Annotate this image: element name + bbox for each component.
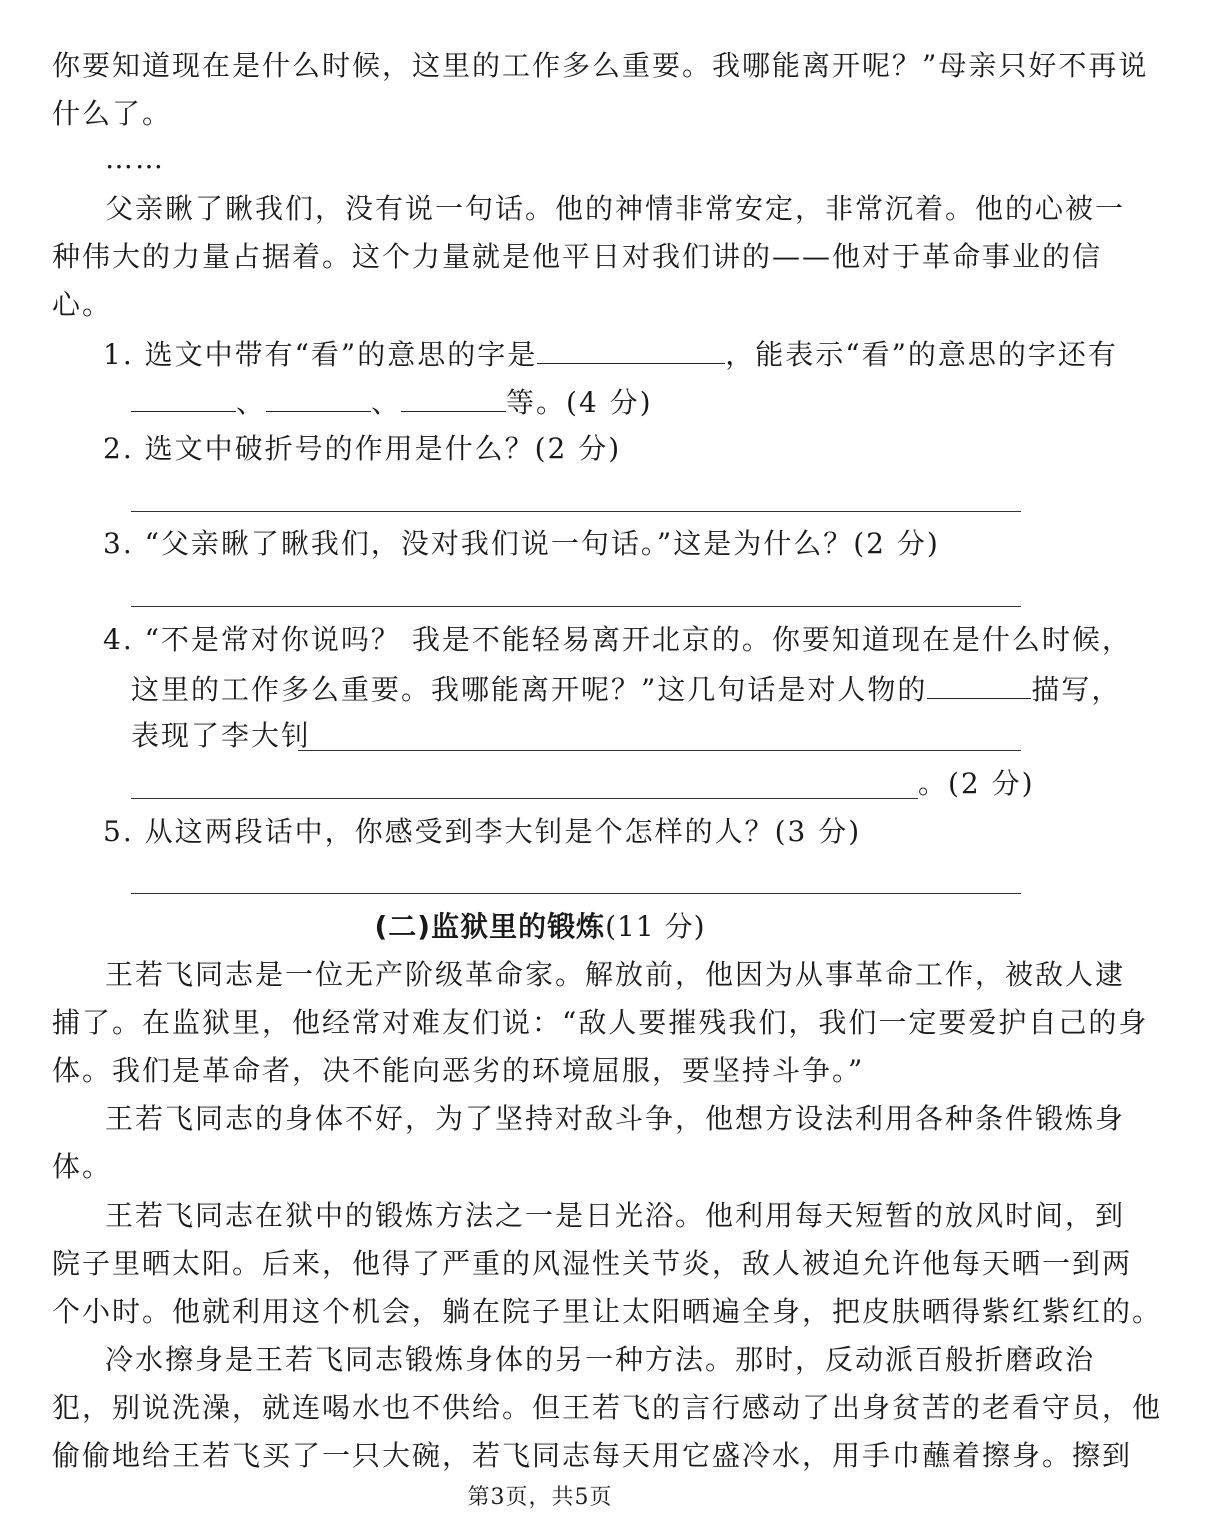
- answer-blank-2[interactable]: [131, 381, 236, 412]
- passage-line: 院子里晒太阳。后来，他得了严重的风湿性关节炎，敌人被迫允许他每天晒一到两: [52, 1247, 1133, 1280]
- passage-line: 偷偷地给王若飞买了一只大碗，若飞同志每天用它盛冷水，用手巾蘸着擦身。擦到: [52, 1439, 1133, 1472]
- answer-line-4b[interactable]: [131, 798, 918, 799]
- passage-line: 体。: [52, 1150, 113, 1183]
- passage-line: 犯，别说洗澡，就连喝水也不供给。但王若飞的言行感动了出身贫苦的老看守员，他: [52, 1391, 1163, 1424]
- passage-line: 个小时。他就利用这个机会，躺在院子里让太阳晒遍全身，把皮肤晒得紫红紫红的。: [52, 1295, 1163, 1328]
- answer-blank-5[interactable]: [927, 668, 1031, 699]
- separator: 、: [236, 386, 267, 419]
- answer-blank-3[interactable]: [266, 381, 371, 412]
- passage-line: 心。: [52, 288, 113, 321]
- passage-line: 王若飞同志是一位无产阶级革命家。解放前，他因为从事革命工作，被敌人逮: [105, 958, 1126, 991]
- question-1-text-b: ，能表示“看”的意思的字还有: [725, 338, 1118, 371]
- question-1-text-c: 等。(4 分): [506, 386, 653, 419]
- answer-blank-4[interactable]: [401, 381, 506, 412]
- answer-line-5[interactable]: [131, 893, 1021, 894]
- passage-line: 王若飞同志在狱中的锻炼方法之一是日光浴。他利用每天短暂的放风时间，到: [105, 1199, 1126, 1232]
- question-4: 4. “不是常对你说吗？ 我是不能轻易离开北京的。你要知道现在是什么时候，: [103, 623, 1132, 656]
- passage-line: 冷水擦身是王若飞同志锻炼身体的另一种方法。那时，反动派百般折磨政治: [105, 1343, 1096, 1376]
- question-3: 3. “父亲瞅了瞅我们，没对我们说一句话。”这是为什么？(2 分): [103, 527, 940, 560]
- question-1-cont: [0, 381, 1211, 423]
- question-4-cont: [0, 668, 1211, 710]
- question-4-text-a: 这里的工作多么重要。我哪能离开呢？”这几句话是对人物的: [131, 673, 928, 706]
- question-1-text-a: 1. 选文中带有“看”的意思的字是: [103, 338, 538, 371]
- page-number: 第3页，共5页: [467, 1485, 613, 1510]
- question-1: [0, 333, 1183, 375]
- question-4-score: 。(2 分): [918, 767, 1035, 800]
- answer-line-3[interactable]: [131, 606, 1021, 607]
- question-4-text-b: 描写，: [1031, 673, 1122, 706]
- passage-line: 捕了。在监狱里，他经常对难友们说：“敌人要摧残我们，我们一定要爱护自己的身: [52, 1006, 1149, 1039]
- passage-line: 体。我们是革命者，决不能向恶劣的环境屈服，要坚持斗争。”: [52, 1054, 865, 1087]
- ellipsis: ……: [105, 142, 165, 175]
- section-2-score: (11 分): [605, 910, 706, 943]
- question-4-text-c: 表现了李大钊: [131, 719, 312, 752]
- answer-blank-1[interactable]: [537, 333, 725, 364]
- passage-line: 你要知道现在是什么时候，这里的工作多么重要。我哪能离开呢？”母亲只好不再说: [52, 49, 1149, 82]
- passage-line: 王若飞同志的身体不好，为了坚持对敌斗争，他想方设法利用各种条件锻炼身: [105, 1102, 1126, 1135]
- answer-line-2[interactable]: [131, 511, 1021, 512]
- separator: 、: [371, 386, 402, 419]
- passage-line: 种伟大的力量占据着。这个力量就是他平日对我们讲的——他对于革命事业的信: [52, 240, 1103, 273]
- question-2: 2. 选文中破折号的作用是什么？(2 分): [103, 432, 622, 465]
- passage-line: 什么了。: [52, 97, 173, 130]
- question-5: 5. 从这两段话中，你感受到李大钊是个怎样的人？(3 分): [103, 815, 862, 848]
- passage-line: 父亲瞅了瞅我们，没有说一句话。他的神情非常安定，非常沉着。他的心被一: [105, 192, 1126, 225]
- answer-line-4a[interactable]: [298, 750, 1021, 751]
- section-2-title: (二)监狱里的锻炼: [374, 910, 606, 943]
- section-2-heading: [0, 907, 1080, 947]
